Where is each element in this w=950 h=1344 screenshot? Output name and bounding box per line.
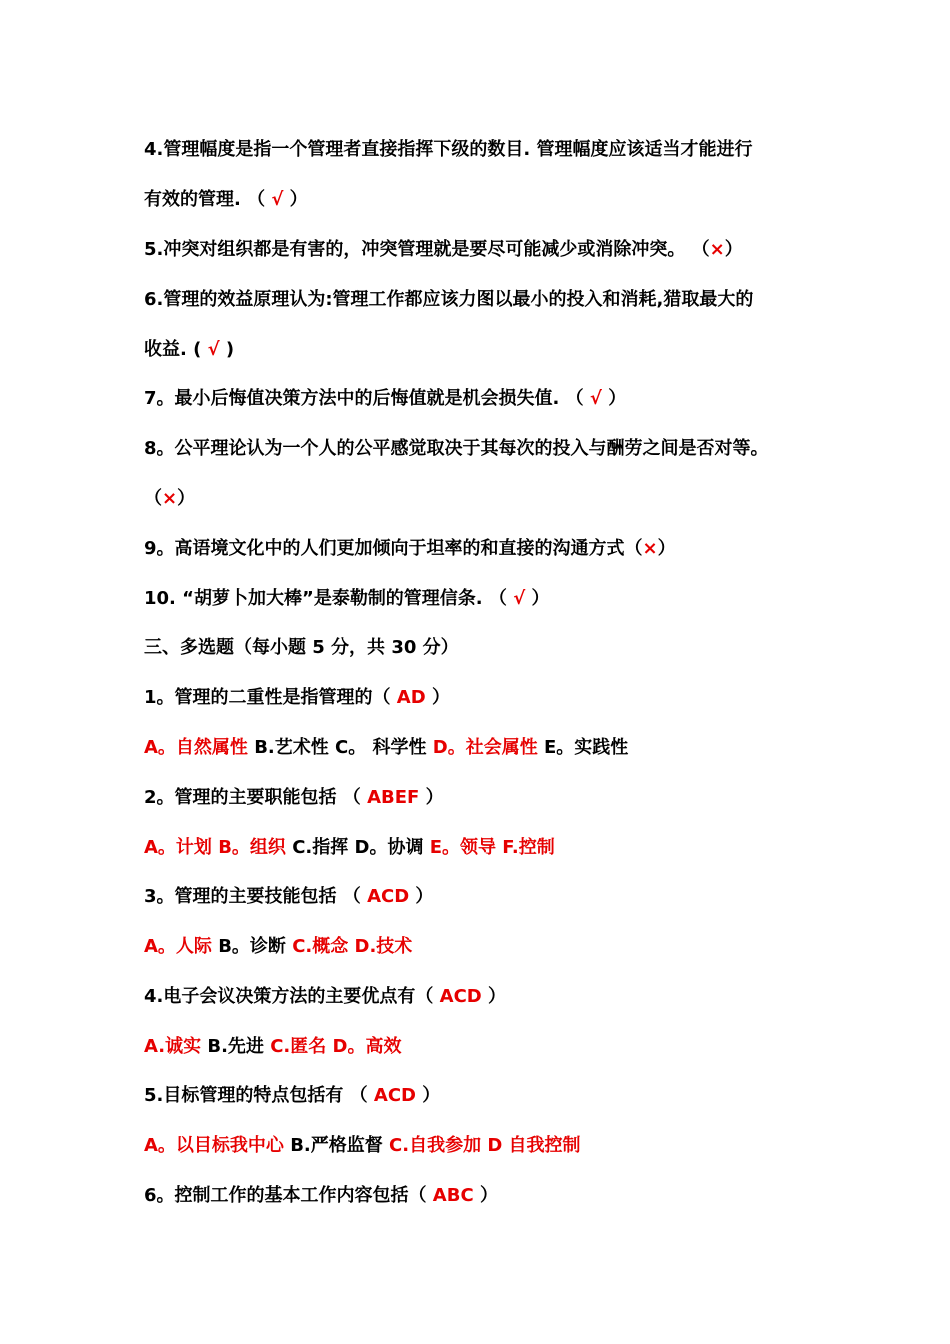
options-line <box>144 935 412 959</box>
answer-text: √ <box>589 388 602 409</box>
line-text: ） <box>724 239 743 260</box>
answer-text: A。自然属性 <box>144 737 248 758</box>
answer-text: ABC <box>432 1185 474 1206</box>
line-text: 9。高语境文化中的人们更加倾向于坦率的和直接的沟通方式（ <box>144 538 643 559</box>
answer-text: × <box>709 239 725 260</box>
answer-text: C.概念 D.技术 <box>292 936 413 957</box>
answer-text: D。社会属性 <box>432 737 538 758</box>
line-text: 2。管理的主要职能包括 （ <box>144 787 368 808</box>
answer-text: ACD <box>439 986 482 1007</box>
line-text: 5.目标管理的特点包括有 （ <box>144 1085 374 1106</box>
line-text: ） <box>657 538 676 559</box>
line-text: ） <box>601 388 627 409</box>
line-text: 收益. ( <box>144 339 208 360</box>
text-line <box>144 487 195 511</box>
line-text: ） <box>473 1185 498 1206</box>
answer-text: E。领导 F.控制 <box>429 837 555 858</box>
text-line <box>144 437 769 461</box>
options-line <box>144 836 555 860</box>
line-text: B.先进 <box>201 1036 271 1057</box>
options-line <box>144 736 628 760</box>
answer-text: √ <box>271 189 284 210</box>
text-line <box>144 387 626 411</box>
line-text: （ <box>144 488 162 509</box>
answer-text: C.匿名 D。高效 <box>270 1036 402 1057</box>
answer-text: A。人际 <box>144 936 212 957</box>
line-text: B.艺术性 C。 科学性 <box>247 737 433 758</box>
options-line <box>144 1134 581 1158</box>
line-text: 1。管理的二重性是指管理的（ <box>144 687 397 708</box>
question-line <box>144 885 433 909</box>
line-text: ） <box>283 189 308 210</box>
text-line <box>144 188 308 212</box>
line-text: 10. “胡萝卜加大棒”是泰勒制的管理信条. （ <box>144 588 514 609</box>
text-line <box>144 537 676 561</box>
answer-text: ACD <box>367 886 410 907</box>
line-text: 6。控制工作的基本工作内容包括（ <box>144 1185 433 1206</box>
line-text: ） <box>525 588 550 609</box>
line-text: ） <box>419 787 444 808</box>
line-text: ） <box>481 986 507 1007</box>
line-text: C.指挥 D。协调 <box>285 837 430 858</box>
line-text: 5.冲突对组织都是有害的，冲突管理就是要尽可能减少或消除冲突。 （ <box>144 239 710 260</box>
question-line <box>144 1184 498 1208</box>
answer-text: √ <box>513 588 526 609</box>
line-text: B.严格监督 <box>283 1135 390 1156</box>
line-text: 8。公平理论认为一个人的公平感觉取决于其每次的投入与酬劳之间是否对等。 <box>144 438 769 459</box>
answer-text: C.自我参加 D 自我控制 <box>389 1135 581 1156</box>
answer-text: A。以目标我中心 <box>144 1135 284 1156</box>
text-line <box>144 238 743 262</box>
section-heading <box>144 636 459 660</box>
answer-text: A.诚实 <box>144 1036 202 1057</box>
answer-text: × <box>162 488 178 509</box>
answer-text: ACD <box>373 1085 416 1106</box>
line-text: ） <box>177 488 196 509</box>
question-line <box>144 686 450 710</box>
line-text: ） <box>425 687 450 708</box>
text-line <box>144 587 549 611</box>
line-text: 三、多选题（每小题 5 分，共 30 分） <box>144 637 459 658</box>
line-text: E。实践性 <box>537 737 629 758</box>
line-text: ） <box>409 886 434 907</box>
line-text: 6.管理的效益原理认为:管理工作都应该力图以最小的投入和消耗,猎取最大的 <box>144 289 754 310</box>
answer-text: A。计划 B。组织 <box>144 837 286 858</box>
text-line <box>144 338 234 362</box>
line-text: 7。最小后悔值决策方法中的后悔值就是机会损失值. （ <box>144 388 590 409</box>
options-line <box>144 1035 401 1059</box>
question-line <box>144 786 444 810</box>
answer-text: × <box>642 538 658 559</box>
text-line <box>144 288 753 312</box>
answer-text: AD <box>396 687 426 708</box>
line-text: B。诊断 <box>211 936 293 957</box>
line-text: ） <box>416 1085 441 1106</box>
line-text: 4.电子会议决策方法的主要优点有（ <box>144 986 440 1007</box>
line-text: 3。管理的主要技能包括 （ <box>144 886 368 907</box>
question-line <box>144 1084 440 1108</box>
answer-text: √ <box>207 339 220 360</box>
line-text: 有效的管理. （ <box>144 189 272 210</box>
line-text: ) <box>219 339 235 360</box>
line-text: 4.管理幅度是指一个管理者直接指挥下级的数目. 管理幅度应该适当才能进行 <box>144 139 753 160</box>
question-line <box>144 985 506 1009</box>
answer-text: ABEF <box>367 787 420 808</box>
text-line <box>144 138 752 162</box>
